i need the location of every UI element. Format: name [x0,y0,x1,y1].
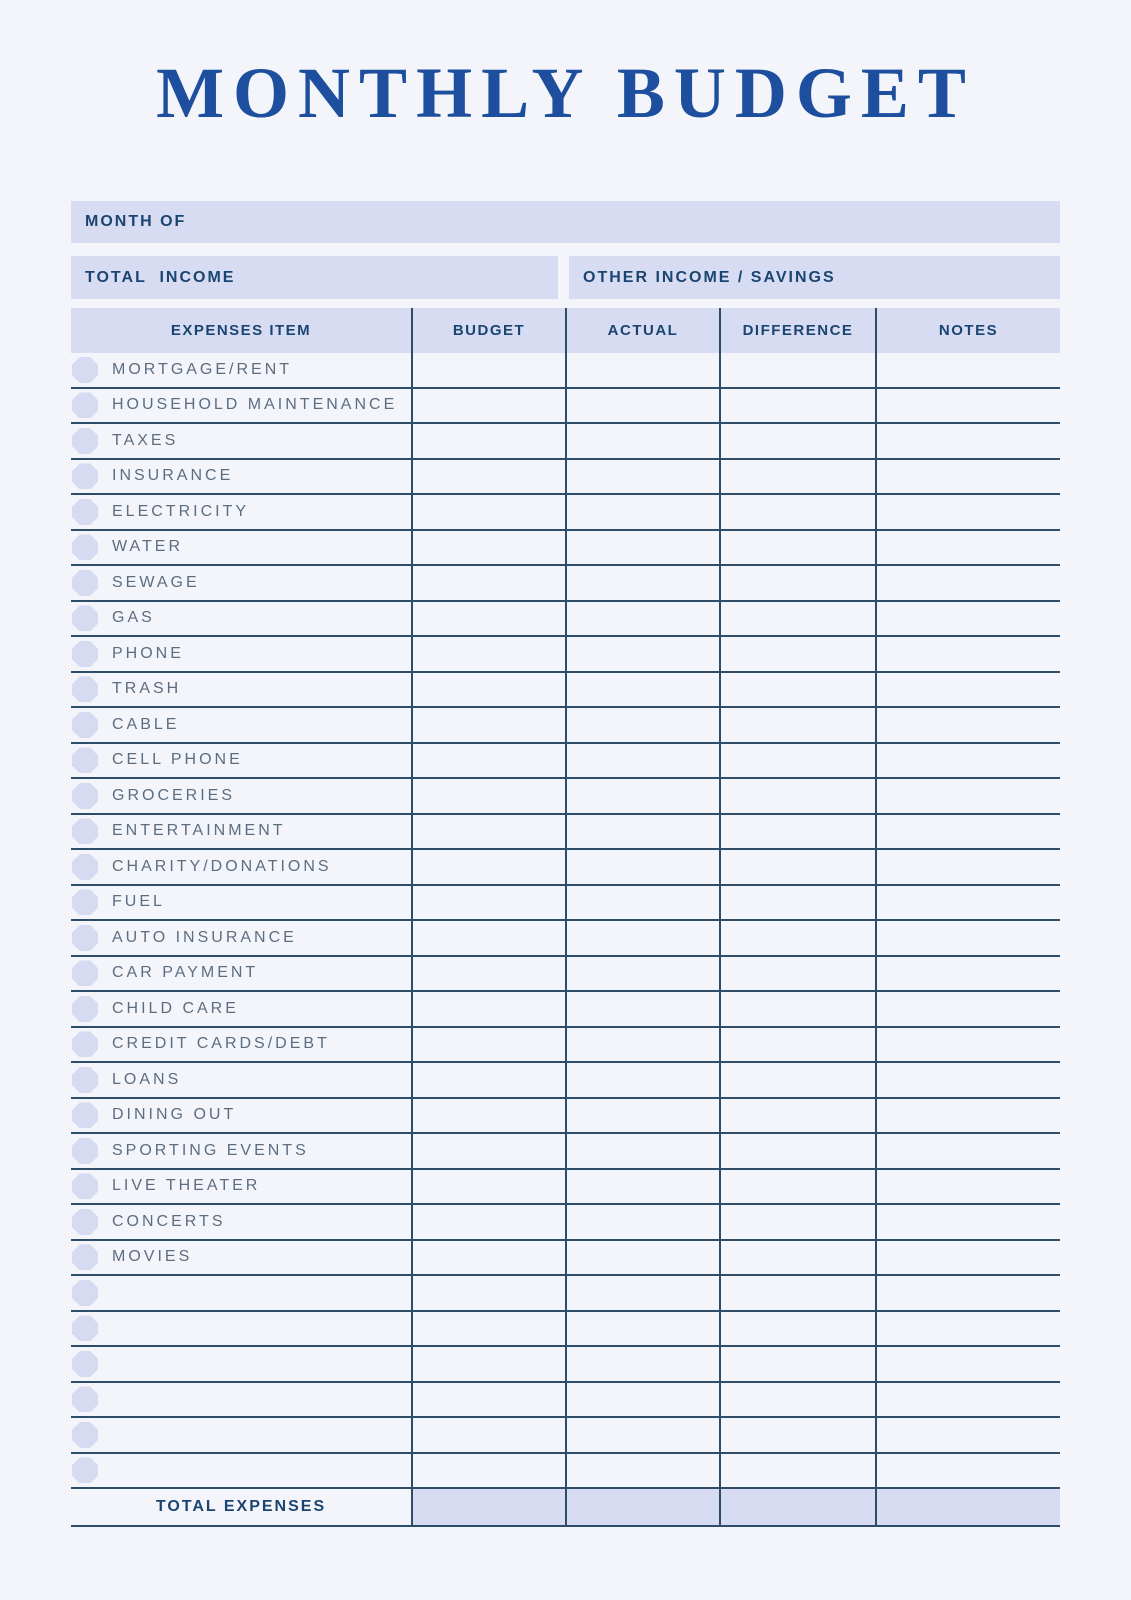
actual-cell [565,673,719,707]
budget-cell [411,602,565,636]
budget-cell [411,424,565,458]
budget-cell [411,353,565,387]
bullet-octagon-icon [72,605,98,631]
actual-cell [565,531,719,565]
actual-cell [565,353,719,387]
budget-cell [411,1170,565,1204]
difference-cell [719,566,875,600]
expense-item-cell [71,566,411,600]
bullet-octagon-icon [72,1244,98,1270]
difference-cell [719,779,875,813]
difference-cell [719,637,875,671]
expense-row [71,779,1060,815]
header-cell-expenses-item: EXPENSES ITEM [170,322,312,340]
notes-cell [875,850,1060,884]
expense-item-label: ELECTRICITY [112,502,250,520]
difference-cell [719,1454,875,1488]
bullet-octagon-icon [72,1031,98,1057]
actual-cell [565,815,719,849]
income-section [71,256,1060,299]
budget-cell [411,992,565,1026]
expense-item-cell [71,353,411,387]
bullet-octagon-icon [72,1067,98,1093]
notes-cell [875,1134,1060,1168]
notes-cell [875,744,1060,778]
expense-item-cell [71,1170,411,1204]
budget-cell [411,389,565,423]
bullet-octagon-icon [72,960,98,986]
expense-item-label: CHILD CARE [112,999,239,1017]
budget-cell [411,673,565,707]
actual-cell [565,957,719,991]
expense-item-cell [71,1276,411,1310]
expense-item-label: TRASH [112,680,182,698]
expense-row [71,673,1060,709]
expense-item-label: INSURANCE [112,467,234,485]
notes-cell [875,389,1060,423]
expense-item-label: CELL PHONE [112,751,243,769]
expense-row [71,1454,1060,1490]
expense-item-label: MORTGAGE/RENT [112,360,293,378]
actual-cell [565,921,719,955]
expense-row [71,815,1060,851]
expense-row [71,850,1060,886]
bullet-octagon-icon [72,712,98,738]
actual-cell [565,389,719,423]
expense-row [71,495,1060,531]
total-notes-cell [875,1489,1060,1525]
expense-row [71,637,1060,673]
expense-item-cell [71,886,411,920]
budget-cell [411,1276,565,1310]
expense-item-label: DINING OUT [112,1106,237,1124]
expense-item-cell [71,992,411,1026]
bullet-octagon-icon [72,1457,98,1483]
difference-cell [719,1347,875,1381]
difference-cell [719,815,875,849]
actual-cell [565,495,719,529]
actual-cell [565,1347,719,1381]
total-budget-cell [411,1489,565,1525]
difference-cell [719,1383,875,1417]
bullet-octagon-icon [72,641,98,667]
actual-cell [565,1276,719,1310]
expense-item-cell [71,1028,411,1062]
expense-item-cell [71,1454,411,1488]
difference-cell [719,1028,875,1062]
bullet-octagon-icon [72,1138,98,1164]
page-title: MONTHLY BUDGET [156,53,975,133]
expense-item-cell [71,602,411,636]
header-cell-actual: ACTUAL [565,308,719,353]
header-cell-difference: DIFFERENCE [719,308,875,353]
actual-cell [565,1454,719,1488]
budget-cell [411,1205,565,1239]
difference-cell [719,1418,875,1452]
bullet-octagon-icon [72,747,98,773]
bullet-octagon-icon [72,570,98,596]
expense-item-label: LIVE THEATER [112,1177,261,1195]
budget-cell [411,495,565,529]
expense-item-cell [71,1383,411,1417]
notes-cell [875,921,1060,955]
difference-cell [719,992,875,1026]
bullet-octagon-icon [72,854,98,880]
expense-item-label: CAR PAYMENT [112,964,259,982]
total-income-label: TOTAL INCOME [85,268,236,286]
actual-cell [565,566,719,600]
difference-cell [719,886,875,920]
expense-row [71,1276,1060,1312]
budget-cell [411,1241,565,1275]
actual-cell [565,1170,719,1204]
bullet-octagon-icon [72,889,98,915]
difference-cell [719,708,875,742]
notes-cell [875,1276,1060,1310]
actual-cell [565,1099,719,1133]
header-cell-budget: BUDGET [411,308,565,353]
budget-cell [411,886,565,920]
budget-cell [411,1099,565,1133]
budget-cell [411,1063,565,1097]
actual-cell [565,850,719,884]
expense-item-label: WATER [112,538,183,556]
bullet-octagon-icon [72,925,98,951]
bullet-octagon-icon [72,499,98,525]
notes-cell [875,637,1060,671]
notes-cell [875,531,1060,565]
notes-cell [875,1241,1060,1275]
expense-row [71,602,1060,638]
notes-cell [875,1063,1060,1097]
notes-cell [875,1205,1060,1239]
difference-cell [719,921,875,955]
expense-item-label: HOUSEHOLD MAINTENANCE [112,396,398,414]
total-actual-cell [565,1489,719,1525]
expense-item-cell [71,424,411,458]
expenses-table-body [71,353,1060,1489]
actual-cell [565,1028,719,1062]
expense-item-cell [71,1134,411,1168]
budget-cell [411,1028,565,1062]
expense-item-label: SPORTING EVENTS [112,1141,309,1159]
difference-cell [719,424,875,458]
bullet-octagon-icon [72,1386,98,1412]
budget-cell [411,531,565,565]
bullet-octagon-icon [72,1315,98,1341]
difference-cell [719,1099,875,1133]
expense-item-cell [71,850,411,884]
expense-row [71,531,1060,567]
actual-cell [565,1383,719,1417]
expenses-table [71,308,1060,1527]
bullet-octagon-icon [72,428,98,454]
month-of-label: MONTH OF [85,213,187,231]
expense-row [71,744,1060,780]
bullet-octagon-icon [72,463,98,489]
notes-cell [875,815,1060,849]
expense-row [71,424,1060,460]
expense-item-label: LOANS [112,1070,182,1088]
actual-cell [565,1134,719,1168]
expense-item-cell [71,637,411,671]
difference-cell [719,744,875,778]
notes-cell [875,992,1060,1026]
expense-row [71,1312,1060,1348]
expense-row [71,1383,1060,1419]
budget-cell [411,566,565,600]
difference-cell [719,353,875,387]
expense-item-cell [71,1347,411,1381]
expense-item-cell [71,779,411,813]
expense-item-cell [71,495,411,529]
actual-cell [565,886,719,920]
expense-row [71,886,1060,922]
expense-item-cell [71,957,411,991]
total-difference-cell [719,1489,875,1525]
notes-cell [875,566,1060,600]
expense-item-cell [71,673,411,707]
expense-item-label: CONCERTS [112,1212,226,1230]
total-expenses-label: TOTAL EXPENSES [155,1498,327,1516]
difference-cell [719,531,875,565]
difference-cell [719,460,875,494]
expense-row [71,1063,1060,1099]
expense-row [71,389,1060,425]
expense-row [71,1241,1060,1277]
notes-cell [875,353,1060,387]
notes-cell [875,673,1060,707]
expense-item-cell [71,460,411,494]
budget-cell [411,708,565,742]
bullet-octagon-icon [72,357,98,383]
difference-cell [719,1170,875,1204]
other-income-savings-label: OTHER INCOME / SAVINGS [583,268,836,286]
bullet-octagon-icon [72,1102,98,1128]
actual-cell [565,779,719,813]
notes-cell [875,1383,1060,1417]
difference-cell [719,1241,875,1275]
budget-cell [411,637,565,671]
bullet-octagon-icon [72,783,98,809]
expense-item-label: CREDIT CARDS/DEBT [112,1035,330,1053]
expense-item-cell [71,708,411,742]
budget-cell [411,1134,565,1168]
budget-cell [411,1454,565,1488]
actual-cell [565,1063,719,1097]
notes-cell [875,1418,1060,1452]
actual-cell [565,637,719,671]
bullet-octagon-icon [72,1351,98,1377]
expense-item-label: ENTERTAINMENT [112,822,286,840]
notes-cell [875,708,1060,742]
budget-sheet [71,0,1060,1527]
actual-cell [565,1205,719,1239]
other-income-savings-bar [569,256,1060,299]
notes-cell [875,957,1060,991]
expense-item-label: GROCERIES [112,786,236,804]
header-cell-notes: NOTES [875,308,1060,353]
notes-cell [875,779,1060,813]
bullet-octagon-icon [72,1422,98,1448]
budget-cell [411,815,565,849]
difference-cell [719,673,875,707]
expense-row [71,921,1060,957]
budget-cell [411,921,565,955]
difference-cell [719,1134,875,1168]
expense-item-cell [71,1099,411,1133]
expense-item-cell [71,744,411,778]
expense-item-cell [71,1241,411,1275]
expense-row [71,1205,1060,1241]
bullet-octagon-icon [72,534,98,560]
actual-cell [565,1418,719,1452]
difference-cell [719,1063,875,1097]
notes-cell [875,1347,1060,1381]
expense-item-cell [71,815,411,849]
bullet-octagon-icon [72,996,98,1022]
notes-cell [875,886,1060,920]
actual-cell [565,1241,719,1275]
notes-cell [875,424,1060,458]
difference-cell [719,495,875,529]
notes-cell [875,1099,1060,1133]
expense-item-label: TAXES [112,431,179,449]
expense-row [71,566,1060,602]
difference-cell [719,850,875,884]
expense-row [71,1170,1060,1206]
expense-item-cell [71,531,411,565]
difference-cell [719,602,875,636]
expense-item-label: FUEL [112,893,165,911]
difference-cell [719,1205,875,1239]
expense-item-label: CHARITY/DONATIONS [112,857,332,875]
expense-item-label: SEWAGE [112,573,200,591]
bullet-octagon-icon [72,1173,98,1199]
expense-row [71,1028,1060,1064]
total-expenses-row [71,1489,1060,1527]
budget-cell [411,779,565,813]
bullet-octagon-icon [72,1209,98,1235]
notes-cell [875,495,1060,529]
notes-cell [875,602,1060,636]
expense-row [71,353,1060,389]
budget-cell [411,850,565,884]
expense-row [71,460,1060,496]
notes-cell [875,1454,1060,1488]
difference-cell [719,1276,875,1310]
expense-item-label: MOVIES [112,1248,193,1266]
expense-item-label: GAS [112,609,155,627]
expense-item-label: CABLE [112,715,180,733]
difference-cell [719,389,875,423]
bullet-octagon-icon [72,1280,98,1306]
expense-row [71,1418,1060,1454]
expense-row [71,708,1060,744]
actual-cell [565,744,719,778]
table-header-row [71,308,1060,353]
actual-cell [565,992,719,1026]
expense-item-cell [71,921,411,955]
budget-cell [411,957,565,991]
total-income-bar [71,256,558,299]
expense-row [71,992,1060,1028]
expense-row [71,1347,1060,1383]
actual-cell [565,708,719,742]
difference-cell [719,957,875,991]
actual-cell [565,460,719,494]
notes-cell [875,460,1060,494]
actual-cell [565,1312,719,1346]
budget-cell [411,1418,565,1452]
actual-cell [565,602,719,636]
expense-row [71,957,1060,993]
bullet-octagon-icon [72,392,98,418]
expense-item-cell [71,1418,411,1452]
expense-item-cell [71,1063,411,1097]
expense-row [71,1099,1060,1135]
expense-item-label: AUTO INSURANCE [112,928,297,946]
actual-cell [565,424,719,458]
bullet-octagon-icon [72,818,98,844]
month-of-bar [71,201,1060,243]
expense-row [71,1134,1060,1170]
expense-item-cell [71,1312,411,1346]
budget-cell [411,1312,565,1346]
expense-item-label: PHONE [112,644,184,662]
budget-cell [411,1383,565,1417]
expense-item-cell [71,389,411,423]
bullet-octagon-icon [72,676,98,702]
expense-item-cell [71,1205,411,1239]
budget-cell [411,1347,565,1381]
budget-cell [411,460,565,494]
budget-cell [411,744,565,778]
notes-cell [875,1170,1060,1204]
notes-cell [875,1312,1060,1346]
notes-cell [875,1028,1060,1062]
difference-cell [719,1312,875,1346]
